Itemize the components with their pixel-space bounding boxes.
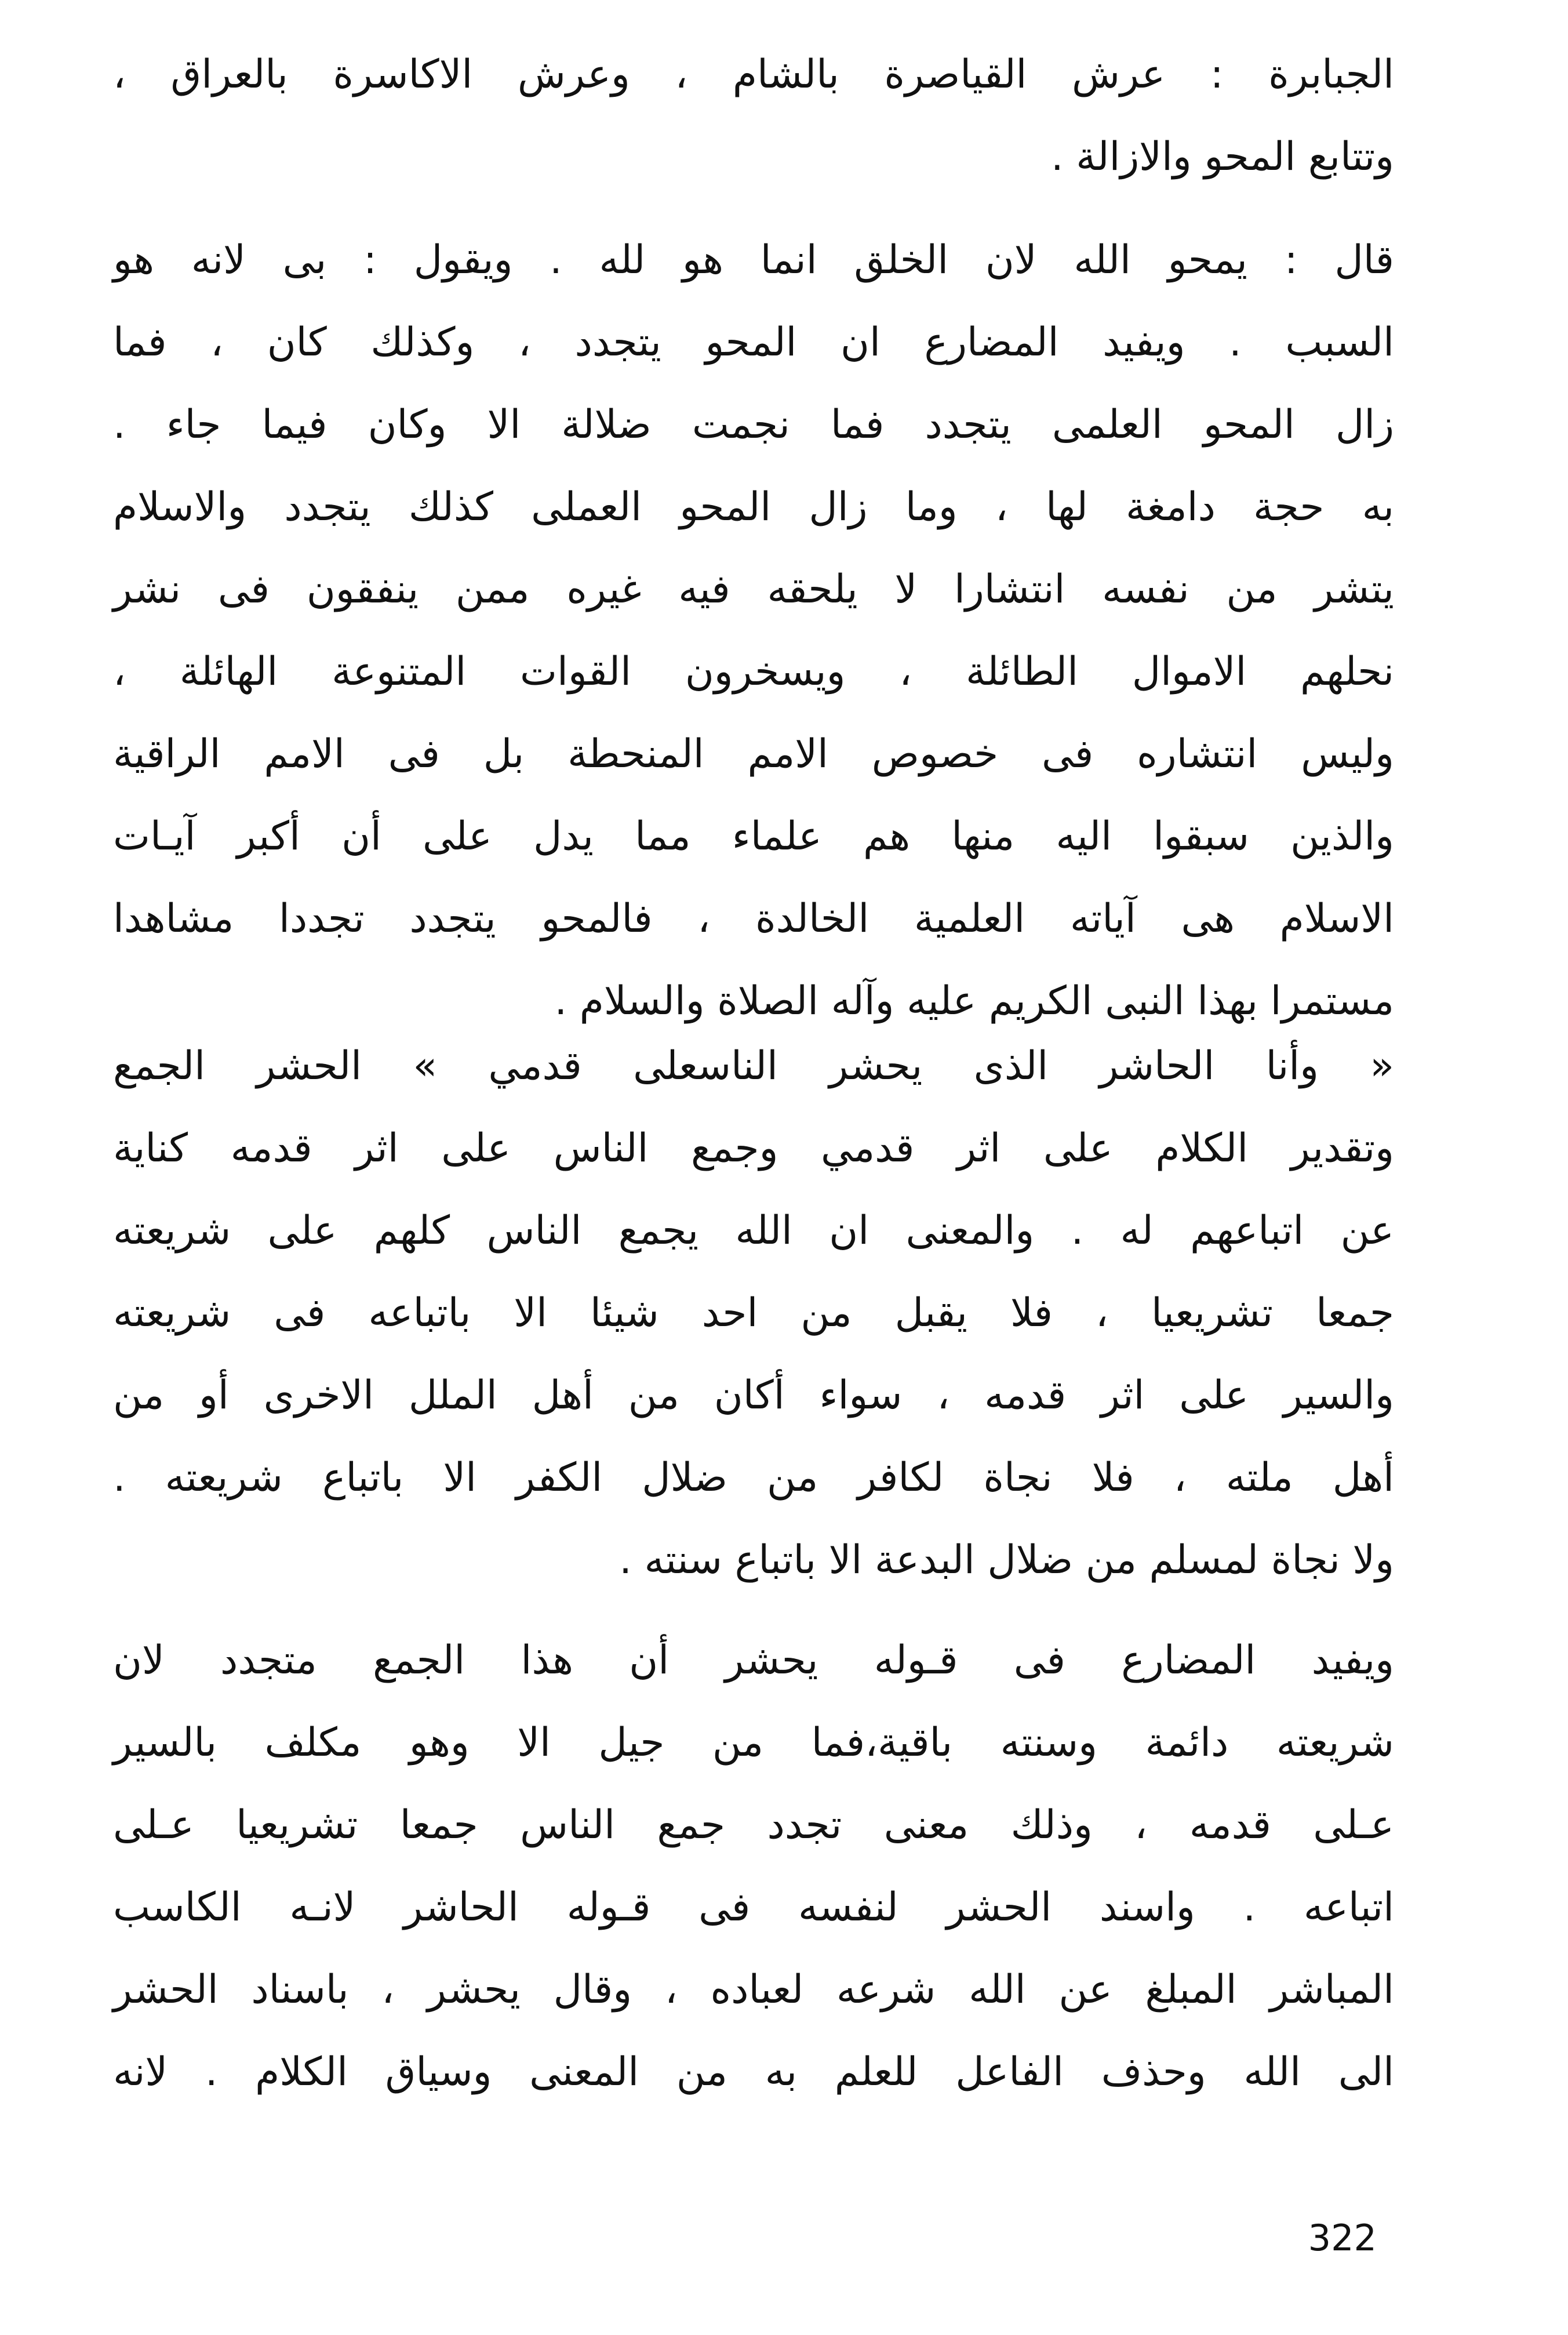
text-line: مستمرا بهذا النبى الكريم عليه وآله الصلاة والسلام . — [554, 978, 1394, 1024]
text-line: ولا نجاة لمسلم من ضلال البدعة الا باتباع سنته . — [619, 1537, 1394, 1583]
text-line: يتشر من نفسه انتشارا لا يلحقه فيه غيره ممن ينفقون فى نشر — [113, 566, 1394, 612]
text-line: قال : يمحو الله لان الخلق انما هو لله . ويقول : بى لانه هو — [113, 237, 1394, 283]
text-line: وتتابع المحو والازالة . — [1051, 134, 1394, 180]
paragraph-1 — [113, 34, 1394, 198]
text-line: الى الله وحذف الفاعل للعلم به من المعنى وسياق الكلام . لانه — [113, 2049, 1394, 2095]
text-line: وليس انتشاره فى خصوص الامم المنحطة بل فى الامم الراقية — [113, 731, 1394, 777]
text-line: السبب . ويفيد المضارع ان المحو يتجدد ، وكذلك كان ، فما — [113, 319, 1394, 365]
text-line: شريعته دائمة وسنته باقية،فما من جيل الا وهو مكلف بالسير — [113, 1720, 1394, 1766]
paragraph-3 — [113, 1025, 1394, 1602]
text-line: المباشر المبلغ عن الله شرعه لعباده ، وقال يحشر ، باسناد الحشر — [113, 1967, 1394, 2013]
paragraph-4 — [113, 1619, 1394, 2114]
text-line: عـلى قدمه ، وذلك معنى تجدد جمع الناس جمعا تشريعيا عـلى — [113, 1802, 1394, 1848]
text-line: أهل ملته ، فلا نجاة لكافر من ضلال الكفر الا باتباع شريعته . — [113, 1455, 1394, 1501]
text-line: والذين سبقوا اليه منها هم علماء مما يدل على أن أكبر آيـات — [113, 814, 1394, 859]
text-line: زال المحو العلمى يتجدد فما نجمت ضلالة الا وكان فيما جاء . — [113, 402, 1394, 448]
page-number: 322 — [1308, 2217, 1377, 2259]
text-line: نحلهم الاموال الطائلة ، ويسخرون القوات المتنوعة الهائلة ، — [113, 649, 1394, 695]
text-line: « وأنا الحاشر الذى يحشر الناسعلى قدمي » الحشر الجمع — [113, 1043, 1394, 1089]
text-line: جمعا تشريعيا ، فلا يقبل من احد شيئا الا باتباعه فى شريعته — [113, 1290, 1394, 1336]
text-line: اتباعه . واسند الحشر لنفسه فى قـوله الحاشر لانـه الكاسب — [113, 1884, 1394, 1930]
text-line: به حجة دامغة لها ، وما زال المحو العملى كذلك يتجدد والاسلام — [113, 484, 1394, 530]
text-line: وتقدير الكلام على اثر قدمي وجمع الناس على اثر قدمه كناية — [113, 1125, 1394, 1171]
paragraph-2 — [113, 219, 1394, 1043]
text-line: والسير على اثر قدمه ، سواء أكان من أهل الملل الاخرى أو من — [113, 1372, 1394, 1418]
text-line: الاسلام هى آياته العلمية الخالدة ، فالمحو يتجدد تجددا مشاهدا — [113, 896, 1394, 942]
text-line: الجبابرة : عرش القياصرة بالشام ، وعرش الاكاسرة بالعراق ، — [113, 52, 1394, 97]
text-line: عن اتباعهم له . والمعنى ان الله يجمع الناس كلهم على شريعته — [113, 1208, 1394, 1254]
text-line: ويفيد المضارع فى قـوله يحشر أن هذا الجمع متجدد لان — [113, 1637, 1394, 1683]
